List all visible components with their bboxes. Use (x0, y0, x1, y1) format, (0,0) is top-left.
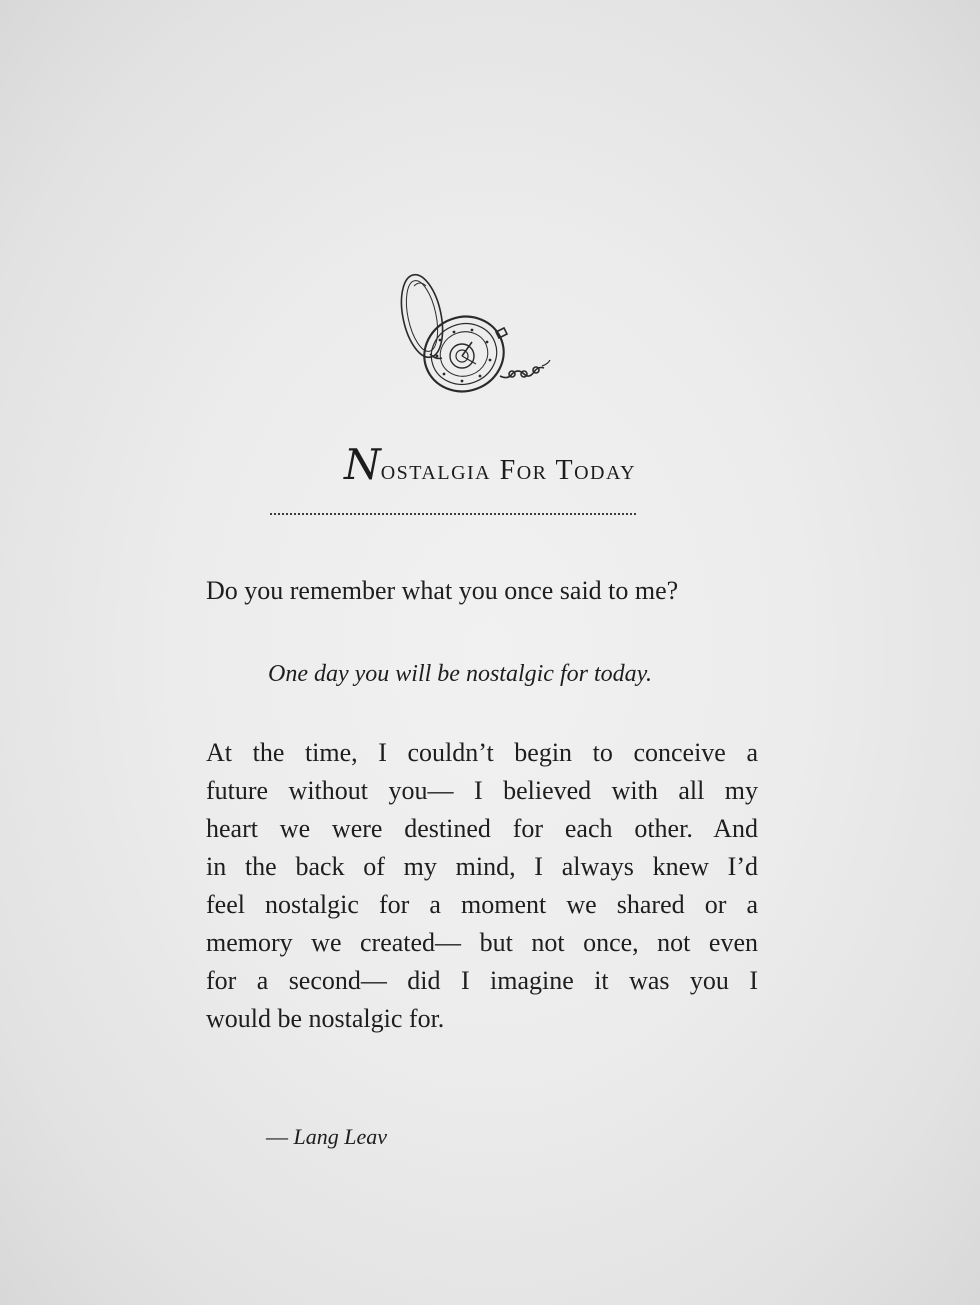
poem-title-rest: ostalgia For Today (380, 455, 637, 486)
poem-title-initial: N (343, 440, 381, 489)
author-name: Lang Leav (293, 1124, 387, 1149)
pocket-watch-icon (392, 266, 552, 416)
body-paragraph (206, 734, 758, 1038)
quoted-line: One day you will be nostalgic for today. (268, 661, 652, 687)
body-line: for a second— did I imagine it was you I (206, 966, 758, 995)
body-line: memory we created— but not once, not even (206, 928, 758, 957)
body-line: feel nostalgic for a moment we shared or a (206, 890, 758, 919)
title-dotted-divider (270, 513, 636, 515)
attribution-dash: — (266, 1124, 288, 1149)
body-line: At the time, I couldn’t begin to conceive a (206, 738, 758, 767)
attribution (266, 1124, 387, 1150)
body-line: heart we were destined for each other. And (206, 814, 758, 843)
opening-line: Do you remember what you once said to me? (206, 576, 679, 605)
poem-title (0, 440, 980, 489)
body-line: future without you— I believed with all my (206, 776, 758, 805)
body-line: in the back of my mind, I always knew I’d (206, 852, 758, 881)
body-line: would be nostalgic for. (206, 1004, 445, 1033)
